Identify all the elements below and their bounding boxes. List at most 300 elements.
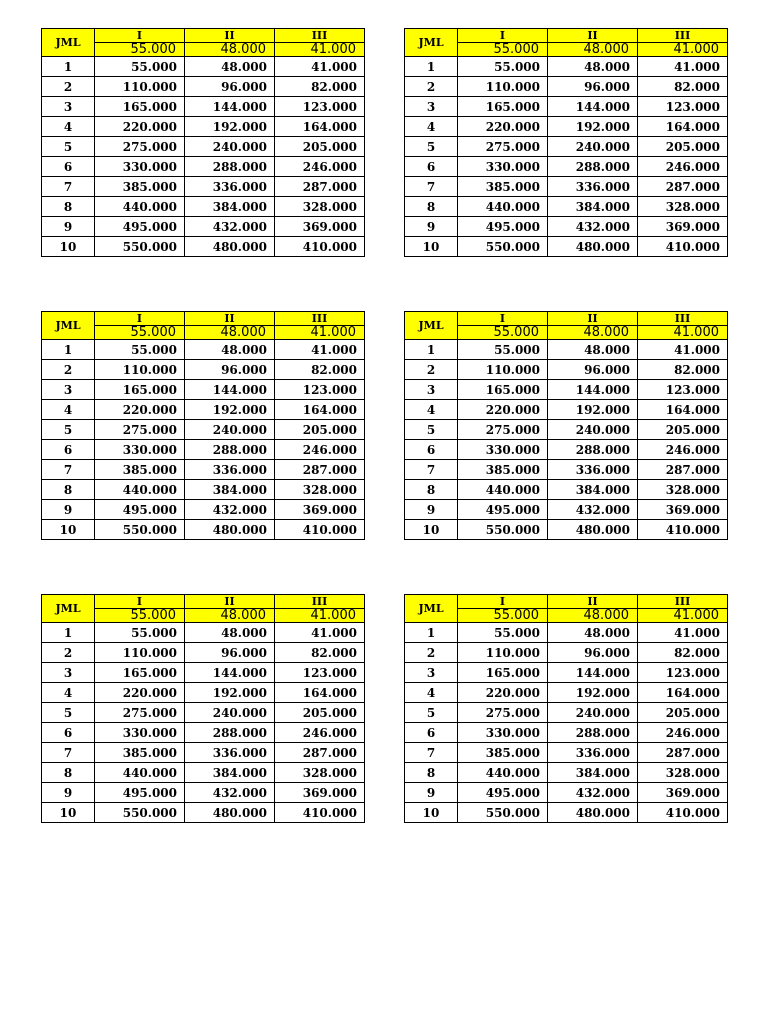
qty-cell: 9 — [42, 500, 95, 520]
qty-cell: 3 — [42, 380, 95, 400]
qty-cell: 9 — [405, 217, 458, 237]
price-cell-class-1: 385.000 — [458, 743, 548, 763]
price-cell-class-3: 164.000 — [638, 683, 728, 703]
table-row — [405, 77, 728, 97]
price-cell-class-1: 495.000 — [458, 500, 548, 520]
qty-cell: 5 — [42, 420, 95, 440]
class-label-2: II — [185, 312, 275, 326]
table-row — [42, 77, 365, 97]
table-row — [42, 480, 365, 500]
price-cell-class-1: 440.000 — [95, 197, 185, 217]
price-cell-class-2: 480.000 — [185, 520, 275, 540]
class-price-3: 41.000 — [275, 326, 365, 340]
class-price-3: 41.000 — [638, 43, 728, 57]
table-row — [42, 137, 365, 157]
price-cell-class-3: 164.000 — [275, 683, 365, 703]
price-cell-class-2: 432.000 — [185, 783, 275, 803]
class-label-3: III — [275, 595, 365, 609]
class-price-2: 48.000 — [185, 43, 275, 57]
qty-cell: 1 — [42, 57, 95, 77]
price-cell-class-3: 164.000 — [275, 117, 365, 137]
table-row — [42, 157, 365, 177]
price-cell-class-2: 240.000 — [548, 703, 638, 723]
qty-cell: 3 — [405, 97, 458, 117]
price-cell-class-1: 440.000 — [95, 763, 185, 783]
qty-cell: 10 — [42, 803, 95, 823]
price-cell-class-2: 336.000 — [548, 460, 638, 480]
table-row — [405, 803, 728, 823]
price-cell-class-1: 220.000 — [458, 117, 548, 137]
price-cell-class-2: 240.000 — [185, 137, 275, 157]
class-label-2: II — [185, 595, 275, 609]
price-cell-class-1: 385.000 — [95, 743, 185, 763]
price-cell-class-3: 410.000 — [275, 520, 365, 540]
qty-cell: 10 — [405, 520, 458, 540]
table-row — [42, 237, 365, 257]
price-cell-class-2: 240.000 — [185, 703, 275, 723]
price-cell-class-1: 495.000 — [95, 217, 185, 237]
table-row — [405, 197, 728, 217]
table-row — [42, 57, 365, 77]
price-cell-class-2: 480.000 — [548, 237, 638, 257]
qty-cell: 8 — [405, 763, 458, 783]
price-cell-class-3: 164.000 — [275, 400, 365, 420]
qty-cell: 3 — [405, 663, 458, 683]
price-cell-class-3: 369.000 — [275, 500, 365, 520]
qty-cell: 9 — [405, 783, 458, 803]
price-cell-class-1: 55.000 — [95, 57, 185, 77]
price-cell-class-1: 550.000 — [95, 803, 185, 823]
table-row — [405, 137, 728, 157]
price-cell-class-2: 480.000 — [185, 803, 275, 823]
price-cell-class-2: 96.000 — [185, 360, 275, 380]
jml-header: JML — [405, 312, 458, 340]
qty-cell: 6 — [405, 440, 458, 460]
price-cell-class-3: 328.000 — [638, 480, 728, 500]
price-cell-class-1: 550.000 — [458, 237, 548, 257]
price-cell-class-3: 369.000 — [275, 217, 365, 237]
price-cell-class-2: 240.000 — [548, 137, 638, 157]
class-label-1: I — [95, 29, 185, 43]
table-row — [42, 500, 365, 520]
price-cell-class-1: 330.000 — [95, 440, 185, 460]
table-row — [42, 440, 365, 460]
table-row — [405, 400, 728, 420]
price-cell-class-3: 328.000 — [275, 480, 365, 500]
table-row — [42, 177, 365, 197]
price-cell-class-2: 384.000 — [548, 763, 638, 783]
price-cell-class-2: 384.000 — [185, 763, 275, 783]
price-cell-class-3: 328.000 — [638, 197, 728, 217]
qty-cell: 6 — [405, 723, 458, 743]
price-cell-class-1: 385.000 — [458, 460, 548, 480]
qty-cell: 7 — [42, 460, 95, 480]
table-row — [405, 57, 728, 77]
qty-cell: 2 — [405, 643, 458, 663]
price-cell-class-3: 205.000 — [638, 703, 728, 723]
qty-cell: 8 — [405, 480, 458, 500]
price-cell-class-1: 385.000 — [458, 177, 548, 197]
price-cell-class-2: 96.000 — [185, 77, 275, 97]
price-cell-class-1: 440.000 — [458, 197, 548, 217]
price-cell-class-3: 287.000 — [638, 177, 728, 197]
price-table-3 — [41, 311, 365, 540]
price-cell-class-1: 220.000 — [458, 400, 548, 420]
price-cell-class-3: 41.000 — [638, 57, 728, 77]
qty-cell: 8 — [405, 197, 458, 217]
price-cell-class-3: 246.000 — [638, 723, 728, 743]
price-cell-class-3: 41.000 — [275, 340, 365, 360]
price-cell-class-1: 55.000 — [95, 340, 185, 360]
table-row — [405, 783, 728, 803]
price-cell-class-3: 369.000 — [638, 783, 728, 803]
qty-cell: 4 — [42, 683, 95, 703]
price-cell-class-1: 275.000 — [458, 420, 548, 440]
price-cell-class-2: 384.000 — [548, 197, 638, 217]
price-cell-class-2: 48.000 — [185, 57, 275, 77]
table-row — [42, 623, 365, 643]
price-cell-class-1: 550.000 — [95, 237, 185, 257]
price-cell-class-3: 410.000 — [275, 237, 365, 257]
price-cell-class-1: 275.000 — [458, 703, 548, 723]
table-row — [42, 340, 365, 360]
price-cell-class-2: 144.000 — [548, 97, 638, 117]
price-cell-class-1: 275.000 — [95, 137, 185, 157]
price-cell-class-1: 165.000 — [458, 663, 548, 683]
price-cell-class-3: 328.000 — [275, 763, 365, 783]
price-cell-class-3: 82.000 — [275, 77, 365, 97]
class-price-2: 48.000 — [548, 326, 638, 340]
qty-cell: 1 — [405, 623, 458, 643]
price-cell-class-3: 123.000 — [275, 97, 365, 117]
jml-header: JML — [42, 312, 95, 340]
price-cell-class-2: 96.000 — [548, 360, 638, 380]
qty-cell: 6 — [42, 157, 95, 177]
class-price-1: 55.000 — [458, 326, 548, 340]
price-cell-class-3: 205.000 — [275, 420, 365, 440]
table-row — [42, 643, 365, 663]
price-cell-class-2: 336.000 — [185, 743, 275, 763]
table-row — [42, 683, 365, 703]
price-cell-class-2: 240.000 — [185, 420, 275, 440]
price-cell-class-3: 410.000 — [638, 520, 728, 540]
price-cell-class-3: 328.000 — [638, 763, 728, 783]
table-row — [405, 340, 728, 360]
price-cell-class-1: 275.000 — [95, 420, 185, 440]
table-row — [42, 217, 365, 237]
table-row — [42, 743, 365, 763]
price-cell-class-1: 110.000 — [95, 643, 185, 663]
header-row — [42, 312, 365, 326]
price-cell-class-1: 385.000 — [95, 177, 185, 197]
price-cell-class-1: 495.000 — [458, 217, 548, 237]
qty-cell: 7 — [42, 177, 95, 197]
qty-cell: 4 — [42, 117, 95, 137]
qty-cell: 6 — [42, 723, 95, 743]
price-cell-class-2: 336.000 — [548, 743, 638, 763]
price-cell-class-3: 369.000 — [275, 783, 365, 803]
table-row — [42, 400, 365, 420]
price-cell-class-1: 330.000 — [95, 157, 185, 177]
price-cell-class-2: 192.000 — [548, 400, 638, 420]
price-cell-class-2: 48.000 — [548, 340, 638, 360]
price-cell-class-1: 495.000 — [95, 500, 185, 520]
price-cell-class-2: 288.000 — [185, 157, 275, 177]
header-row — [42, 595, 365, 609]
price-cell-class-2: 432.000 — [548, 783, 638, 803]
price-cell-class-1: 275.000 — [95, 703, 185, 723]
table-row — [405, 380, 728, 400]
qty-cell: 1 — [42, 340, 95, 360]
price-cell-class-1: 495.000 — [458, 783, 548, 803]
price-cell-class-3: 41.000 — [638, 340, 728, 360]
class-label-2: II — [185, 29, 275, 43]
table-row — [405, 480, 728, 500]
table-row — [405, 420, 728, 440]
price-cell-class-3: 123.000 — [275, 380, 365, 400]
header-row — [42, 29, 365, 43]
price-cell-class-2: 192.000 — [548, 683, 638, 703]
price-cell-class-1: 385.000 — [95, 460, 185, 480]
price-cell-class-1: 220.000 — [458, 683, 548, 703]
price-cell-class-3: 369.000 — [638, 217, 728, 237]
table-row — [405, 723, 728, 743]
price-cell-class-3: 82.000 — [638, 360, 728, 380]
qty-cell: 3 — [42, 97, 95, 117]
price-cell-class-1: 55.000 — [458, 57, 548, 77]
class-label-3: III — [275, 312, 365, 326]
price-cell-class-2: 48.000 — [185, 623, 275, 643]
price-cell-class-2: 240.000 — [548, 420, 638, 440]
price-cell-class-3: 123.000 — [275, 663, 365, 683]
price-table-1 — [41, 28, 365, 257]
table-row — [405, 683, 728, 703]
price-cell-class-2: 432.000 — [548, 217, 638, 237]
price-cell-class-2: 192.000 — [185, 117, 275, 137]
qty-cell: 5 — [42, 137, 95, 157]
price-cell-class-1: 165.000 — [458, 380, 548, 400]
price-cell-class-3: 287.000 — [275, 460, 365, 480]
qty-cell: 10 — [42, 237, 95, 257]
price-cell-class-2: 144.000 — [548, 380, 638, 400]
class-label-3: III — [275, 29, 365, 43]
qty-cell: 4 — [42, 400, 95, 420]
table-row — [42, 97, 365, 117]
price-cell-class-3: 287.000 — [638, 460, 728, 480]
price-cell-class-2: 384.000 — [185, 197, 275, 217]
table-row — [405, 117, 728, 137]
price-cell-class-2: 192.000 — [548, 117, 638, 137]
price-cell-class-3: 82.000 — [275, 643, 365, 663]
price-cell-class-2: 288.000 — [185, 440, 275, 460]
class-price-2: 48.000 — [185, 609, 275, 623]
price-cell-class-2: 288.000 — [548, 440, 638, 460]
qty-cell: 7 — [42, 743, 95, 763]
price-table-5 — [41, 594, 365, 823]
table-row — [42, 460, 365, 480]
table-row — [405, 97, 728, 117]
qty-cell: 4 — [405, 117, 458, 137]
price-cell-class-2: 480.000 — [185, 237, 275, 257]
class-label-1: I — [95, 312, 185, 326]
price-cell-class-2: 192.000 — [185, 400, 275, 420]
qty-cell: 1 — [405, 340, 458, 360]
price-cell-class-1: 165.000 — [95, 97, 185, 117]
price-cell-class-3: 123.000 — [638, 380, 728, 400]
qty-cell: 4 — [405, 400, 458, 420]
class-label-3: III — [638, 29, 728, 43]
class-price-2: 48.000 — [185, 326, 275, 340]
price-cell-class-1: 55.000 — [458, 340, 548, 360]
price-cell-class-2: 336.000 — [548, 177, 638, 197]
price-cell-class-2: 144.000 — [548, 663, 638, 683]
table-row — [42, 763, 365, 783]
qty-cell: 10 — [42, 520, 95, 540]
price-cell-class-3: 246.000 — [638, 440, 728, 460]
class-price-1: 55.000 — [458, 43, 548, 57]
class-price-2: 48.000 — [548, 609, 638, 623]
table-row — [42, 723, 365, 743]
price-cell-class-2: 96.000 — [548, 77, 638, 97]
class-price-1: 55.000 — [95, 43, 185, 57]
jml-header: JML — [42, 595, 95, 623]
price-cell-class-2: 288.000 — [548, 723, 638, 743]
price-cell-class-1: 220.000 — [95, 400, 185, 420]
price-cell-class-1: 330.000 — [458, 157, 548, 177]
qty-cell: 5 — [405, 703, 458, 723]
price-cell-class-3: 164.000 — [638, 400, 728, 420]
price-cell-class-1: 110.000 — [458, 77, 548, 97]
table-row — [42, 360, 365, 380]
price-cell-class-3: 246.000 — [275, 723, 365, 743]
price-cell-class-3: 410.000 — [638, 803, 728, 823]
price-cell-class-3: 123.000 — [638, 97, 728, 117]
qty-cell: 2 — [405, 77, 458, 97]
table-row — [405, 763, 728, 783]
qty-cell: 5 — [405, 137, 458, 157]
price-cell-class-3: 410.000 — [275, 803, 365, 823]
qty-cell: 9 — [42, 217, 95, 237]
price-cell-class-2: 48.000 — [548, 57, 638, 77]
price-cell-class-1: 330.000 — [95, 723, 185, 743]
price-cell-class-2: 288.000 — [185, 723, 275, 743]
qty-cell: 2 — [42, 360, 95, 380]
price-cell-class-2: 336.000 — [185, 460, 275, 480]
table-row — [405, 500, 728, 520]
table-row — [42, 380, 365, 400]
class-label-3: III — [638, 312, 728, 326]
table-row — [405, 520, 728, 540]
price-cell-class-1: 495.000 — [95, 783, 185, 803]
price-cell-class-1: 550.000 — [95, 520, 185, 540]
table-row — [405, 460, 728, 480]
header-row — [405, 29, 728, 43]
price-cell-class-1: 550.000 — [458, 803, 548, 823]
price-table-6 — [404, 594, 728, 823]
price-cell-class-2: 96.000 — [185, 643, 275, 663]
price-cell-class-3: 246.000 — [275, 440, 365, 460]
qty-cell: 2 — [405, 360, 458, 380]
price-cell-class-3: 205.000 — [638, 420, 728, 440]
price-cell-class-1: 220.000 — [95, 117, 185, 137]
table-row — [405, 157, 728, 177]
qty-cell: 5 — [405, 420, 458, 440]
price-cell-class-3: 41.000 — [638, 623, 728, 643]
price-cell-class-1: 275.000 — [458, 137, 548, 157]
price-cell-class-3: 164.000 — [638, 117, 728, 137]
price-cell-class-3: 82.000 — [638, 643, 728, 663]
price-cell-class-1: 110.000 — [458, 360, 548, 380]
price-cell-class-2: 144.000 — [185, 97, 275, 117]
qty-cell: 8 — [42, 763, 95, 783]
price-table-4 — [404, 311, 728, 540]
price-cell-class-2: 48.000 — [185, 340, 275, 360]
jml-header: JML — [42, 29, 95, 57]
table-row — [42, 117, 365, 137]
qty-cell: 7 — [405, 743, 458, 763]
price-cell-class-1: 110.000 — [95, 77, 185, 97]
price-cell-class-2: 144.000 — [185, 663, 275, 683]
qty-cell: 5 — [42, 703, 95, 723]
price-cell-class-3: 205.000 — [275, 137, 365, 157]
class-label-2: II — [548, 312, 638, 326]
qty-cell: 2 — [42, 77, 95, 97]
qty-cell: 3 — [405, 380, 458, 400]
price-cell-class-3: 82.000 — [275, 360, 365, 380]
table-row — [42, 783, 365, 803]
table-row — [405, 663, 728, 683]
price-cell-class-1: 110.000 — [95, 360, 185, 380]
header-row — [405, 312, 728, 326]
price-cell-class-2: 144.000 — [185, 380, 275, 400]
table-row — [405, 703, 728, 723]
jml-header: JML — [405, 29, 458, 57]
price-cell-class-2: 432.000 — [548, 500, 638, 520]
class-price-1: 55.000 — [95, 609, 185, 623]
price-cell-class-1: 330.000 — [458, 723, 548, 743]
price-cell-class-2: 48.000 — [548, 623, 638, 643]
qty-cell: 4 — [405, 683, 458, 703]
table-row — [405, 360, 728, 380]
price-cell-class-2: 432.000 — [185, 500, 275, 520]
table-row — [42, 197, 365, 217]
price-cell-class-3: 287.000 — [638, 743, 728, 763]
price-table-2 — [404, 28, 728, 257]
price-cell-class-3: 205.000 — [638, 137, 728, 157]
qty-cell: 10 — [405, 803, 458, 823]
qty-cell: 6 — [42, 440, 95, 460]
table-row — [405, 217, 728, 237]
price-cell-class-3: 246.000 — [638, 157, 728, 177]
class-label-3: III — [638, 595, 728, 609]
price-cell-class-3: 246.000 — [275, 157, 365, 177]
class-label-1: I — [458, 595, 548, 609]
price-cell-class-1: 550.000 — [458, 520, 548, 540]
qty-cell: 8 — [42, 197, 95, 217]
price-cell-class-1: 440.000 — [95, 480, 185, 500]
price-cell-class-3: 369.000 — [638, 500, 728, 520]
price-cell-class-1: 330.000 — [458, 440, 548, 460]
price-cell-class-2: 432.000 — [185, 217, 275, 237]
table-row — [42, 703, 365, 723]
class-price-2: 48.000 — [548, 43, 638, 57]
class-price-3: 41.000 — [275, 609, 365, 623]
table-row — [405, 177, 728, 197]
qty-cell: 9 — [42, 783, 95, 803]
table-row — [405, 440, 728, 460]
price-cell-class-1: 220.000 — [95, 683, 185, 703]
price-cell-class-3: 287.000 — [275, 743, 365, 763]
